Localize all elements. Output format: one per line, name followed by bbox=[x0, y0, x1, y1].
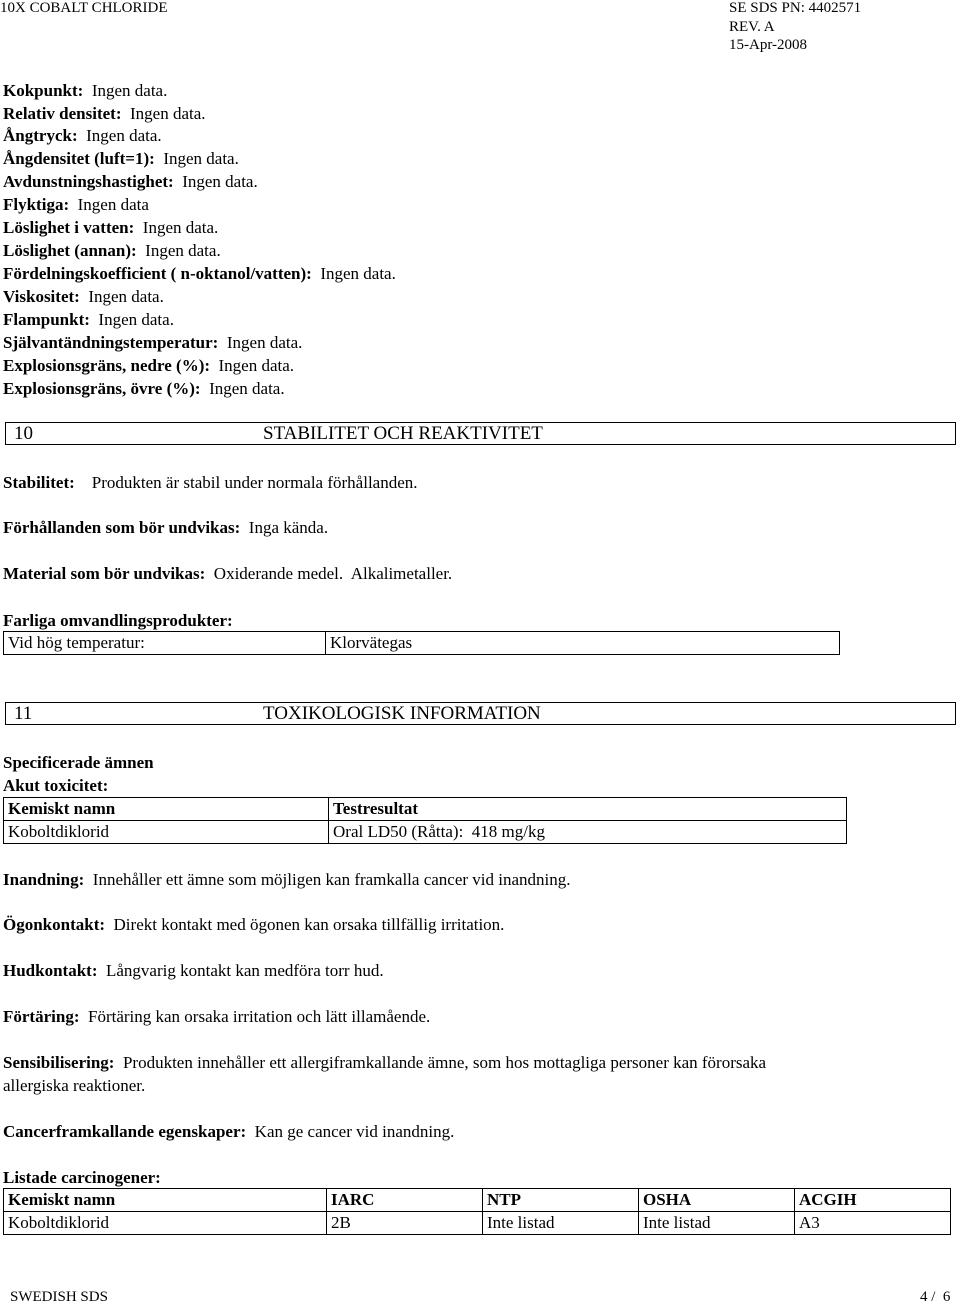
ingestion-value: Förtäring kan orsaka irritation och lätt illamående. bbox=[87, 1007, 431, 1026]
inhalation-value: Innehåller ett ämne som möjligen kan framkalla cancer vid inandning. bbox=[92, 870, 571, 889]
product-name: 10X COBALT CHLORIDE bbox=[0, 0, 168, 16]
property-label: Viskositet: bbox=[3, 287, 80, 306]
property-label: Explosionsgräns, övre (%): bbox=[3, 379, 201, 398]
section-10-header bbox=[5, 422, 956, 445]
property-row bbox=[3, 79, 167, 102]
stability-label: Stabilitet: bbox=[3, 473, 75, 492]
eye-contact-value: Direkt kontakt med ögonen kan orsaka tillfällig irritation. bbox=[113, 915, 505, 934]
property-value: Ingen data. bbox=[142, 218, 219, 237]
property-value: Ingen data. bbox=[98, 310, 174, 329]
eye-contact-row bbox=[3, 913, 504, 936]
specified-substances-label: Specificerade ämnen bbox=[3, 753, 154, 772]
page-number: 4 / 6 bbox=[920, 1289, 951, 1305]
sensitization-row bbox=[3, 1051, 766, 1074]
property-row bbox=[3, 193, 149, 216]
sensitization-label: Sensibilisering: bbox=[3, 1053, 115, 1072]
property-row bbox=[3, 377, 285, 400]
hazardous-products-table bbox=[3, 631, 840, 655]
skin-contact-label: Hudkontakt: bbox=[3, 961, 98, 980]
table-header-cell: Testresultat bbox=[329, 798, 847, 821]
table-cell: Vid hög temperatur: bbox=[4, 632, 326, 655]
property-label: Avdunstningshastighet: bbox=[3, 172, 174, 191]
eye-contact-label: Ögonkontakt: bbox=[3, 915, 106, 934]
property-row bbox=[3, 354, 294, 377]
property-value: Ingen data. bbox=[88, 287, 164, 306]
property-row bbox=[3, 124, 162, 147]
skin-contact-row bbox=[3, 959, 384, 982]
section-number: 11 bbox=[14, 703, 33, 724]
ingestion-row bbox=[3, 1005, 430, 1028]
avoid-materials-row bbox=[3, 562, 452, 585]
carcinogenic-row bbox=[3, 1120, 454, 1143]
property-label: Självantändningstemperatur: bbox=[3, 333, 219, 352]
property-row bbox=[3, 102, 206, 125]
table-header-cell: Kemiskt namn bbox=[4, 798, 329, 821]
property-value: Ingen data. bbox=[130, 104, 206, 123]
sds-part-number: SE SDS PN: 4402571 bbox=[729, 0, 862, 16]
property-row bbox=[3, 331, 302, 354]
listed-carcinogens-label: Listade carcinogener: bbox=[3, 1168, 161, 1187]
carcinogenic-value: Kan ge cancer vid inandning. bbox=[254, 1122, 455, 1141]
table-cell: Klorvätegas bbox=[326, 632, 840, 655]
table-row bbox=[4, 632, 840, 655]
stability-row bbox=[3, 471, 418, 494]
section-title: STABILITET OCH REAKTIVITET bbox=[263, 423, 543, 444]
revision: REV. A bbox=[729, 19, 775, 35]
avoid-materials-value: Oxiderande medel. Alkalimetaller. bbox=[213, 564, 453, 583]
revision-date: 15-Apr-2008 bbox=[729, 37, 808, 53]
property-label: Ångdensitet (luft=1): bbox=[3, 149, 155, 168]
property-value: Ingen data bbox=[77, 195, 149, 214]
section-title: TOXIKOLOGISK INFORMATION bbox=[263, 703, 541, 724]
property-label: Flyktiga: bbox=[3, 195, 70, 214]
property-row bbox=[3, 147, 239, 170]
property-row bbox=[3, 285, 164, 308]
avoid-materials-label: Material som bör undvikas: bbox=[3, 564, 206, 583]
property-value: Ingen data. bbox=[226, 333, 303, 352]
property-value: Ingen data. bbox=[145, 241, 221, 260]
inhalation-row bbox=[3, 868, 571, 891]
property-label: Explosionsgräns, nedre (%): bbox=[3, 356, 211, 375]
property-label: Ångtryck: bbox=[3, 126, 78, 145]
property-label: Fördelningskoefficient ( n-oktanol/vatten): bbox=[3, 264, 312, 283]
table-header-cell: OSHA bbox=[639, 1189, 795, 1212]
table-cell: Oral LD50 (Råtta): 418 mg/kg bbox=[329, 821, 847, 844]
property-row bbox=[3, 216, 218, 239]
carcinogenic-label: Cancerframkallande egenskaper: bbox=[3, 1122, 247, 1141]
acute-toxicity-label: Akut toxicitet: bbox=[3, 776, 109, 795]
table-header-row bbox=[4, 798, 847, 821]
skin-contact-value: Långvarig kontakt kan medföra torr hud. bbox=[105, 961, 384, 980]
property-value: Ingen data. bbox=[86, 126, 162, 145]
table-cell: 2B bbox=[327, 1212, 483, 1235]
property-value: Ingen data. bbox=[209, 379, 285, 398]
property-value: Ingen data. bbox=[320, 264, 396, 283]
table-cell: Koboltdiklorid bbox=[4, 821, 329, 844]
property-label: Kokpunkt: bbox=[3, 81, 84, 100]
property-row bbox=[3, 262, 396, 285]
stability-value: Produkten är stabil under normala förhållanden. bbox=[91, 473, 418, 492]
table-row bbox=[4, 821, 847, 844]
property-value: Ingen data. bbox=[182, 172, 258, 191]
property-value: Ingen data. bbox=[218, 356, 295, 375]
section-number: 10 bbox=[14, 423, 33, 444]
section-11-header bbox=[5, 702, 956, 725]
property-row bbox=[3, 170, 258, 193]
avoid-conditions-row bbox=[3, 516, 328, 539]
footer-document-label: SWEDISH SDS bbox=[10, 1289, 108, 1305]
table-cell: Inte listad bbox=[483, 1212, 639, 1235]
property-value: Ingen data. bbox=[91, 81, 168, 100]
avoid-conditions-label: Förhållanden som bör undvikas: bbox=[3, 518, 241, 537]
table-header-cell: Kemiskt namn bbox=[4, 1189, 327, 1212]
table-header-cell: IARC bbox=[327, 1189, 483, 1212]
property-row bbox=[3, 308, 174, 331]
table-header-cell: ACGIH bbox=[795, 1189, 951, 1212]
avoid-conditions-value: Inga kända. bbox=[248, 518, 329, 537]
inhalation-label: Inandning: bbox=[3, 870, 85, 889]
table-cell: Koboltdiklorid bbox=[4, 1212, 327, 1235]
property-row bbox=[3, 239, 221, 262]
property-label: Löslighet i vatten: bbox=[3, 218, 135, 237]
property-label: Relativ densitet: bbox=[3, 104, 122, 123]
carcinogens-table bbox=[3, 1188, 951, 1235]
hazardous-products-label: Farliga omvandlingsprodukter: bbox=[3, 611, 233, 630]
property-label: Flampunkt: bbox=[3, 310, 90, 329]
sensitization-continuation: allergiska reaktioner. bbox=[3, 1076, 146, 1095]
ingestion-label: Förtäring: bbox=[3, 1007, 80, 1026]
table-header-cell: NTP bbox=[483, 1189, 639, 1212]
table-cell: A3 bbox=[795, 1212, 951, 1235]
property-label: Löslighet (annan): bbox=[3, 241, 137, 260]
table-row bbox=[4, 1212, 951, 1235]
acute-toxicity-table bbox=[3, 797, 847, 844]
sensitization-value: Produkten innehåller ett allergiframkallande ämne, som hos mottagliga personer kan förorsaka bbox=[122, 1053, 767, 1072]
property-value: Ingen data. bbox=[163, 149, 239, 168]
table-cell: Inte listad bbox=[639, 1212, 795, 1235]
table-header-row bbox=[4, 1189, 951, 1212]
